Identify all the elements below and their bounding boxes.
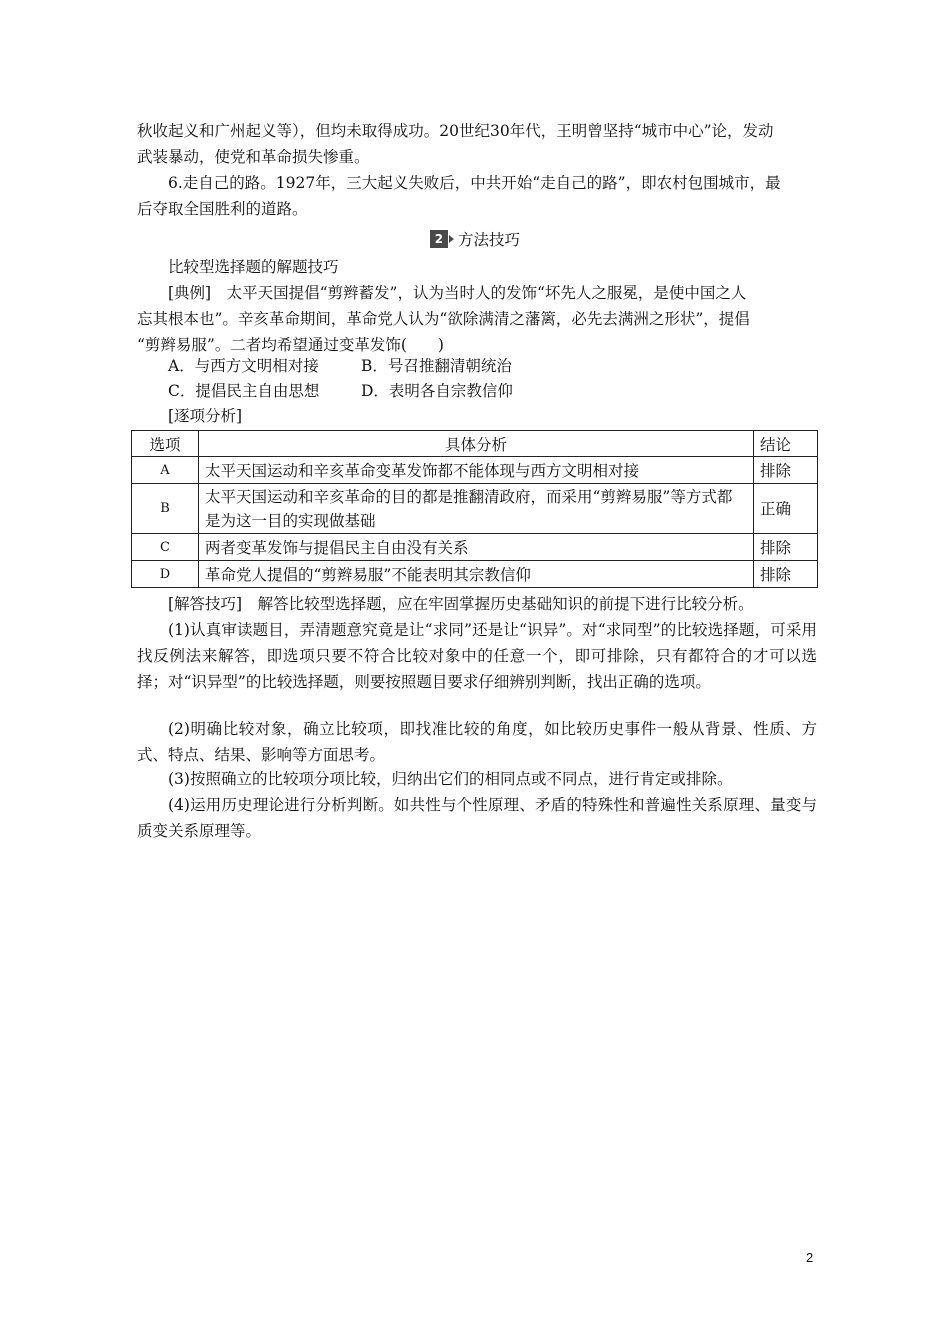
option-c: C．提倡民主自由思想 bbox=[168, 382, 320, 400]
text-line: “剪辫易服”。二者均希望通过变革发饰( ) bbox=[137, 336, 444, 354]
table-row bbox=[132, 561, 818, 588]
cell-option: A bbox=[132, 457, 199, 484]
cell-conclusion: 排除 bbox=[754, 534, 818, 561]
table-row bbox=[132, 484, 818, 534]
cell-conclusion: 排除 bbox=[754, 457, 818, 484]
tip-4: (4)运用历史理论进行分析判断。如共性与个性原理、矛盾的特殊性和普遍性关系原理、量变与质变关系原理等。 bbox=[137, 796, 817, 840]
options-row-2 bbox=[168, 378, 513, 404]
cell-analysis: 两者变革发饰与提倡民主自由没有关系 bbox=[199, 534, 754, 561]
tip-2: (2)明确比较对象，确立比较项，即找准比较的角度，如比较历史事件一般从背景、性质、方式、特点、结果、影响等方面思考。 bbox=[137, 720, 817, 764]
analysis-table bbox=[131, 430, 818, 588]
analysis-label: [逐项分析] bbox=[168, 407, 243, 425]
text-line: [典例] 太平天国提倡“剪辫蓄发”，认为当时人的发饰“坏先人之服冕，是使中国之人 bbox=[168, 284, 747, 302]
options-row-1 bbox=[168, 353, 512, 379]
subtitle: 比较型选择题的解题技巧 bbox=[168, 258, 339, 276]
text-line: 6.走自己的路。1927年，三大起义失败后，中共开始“走自己的路”，即农村包围城市，最 bbox=[168, 174, 781, 192]
text-line: 后夺取全国胜利的道路。 bbox=[137, 200, 308, 218]
tip-3: (3)按照确立的比较项分项比较，归纳出它们的相同点或不同点，进行肯定或排除。 bbox=[168, 770, 733, 788]
option-b: B．号召推翻清朝统治 bbox=[361, 357, 512, 375]
page-number: 2 bbox=[806, 1250, 814, 1265]
example-question bbox=[137, 280, 817, 358]
cell-option: D bbox=[132, 561, 199, 588]
cell-analysis: 太平天国运动和辛亥革命变革发饰都不能体现与西方文明相对接 bbox=[199, 457, 754, 484]
section-title: 方法技巧 bbox=[457, 231, 520, 249]
cell-conclusion: 正确 bbox=[754, 484, 818, 534]
section-number-badge: 2 bbox=[430, 230, 448, 248]
paragraph-continuation bbox=[137, 118, 817, 170]
table-row bbox=[132, 534, 818, 561]
cell-analysis: 革命党人提倡的“剪辫易服”不能表明其宗教信仰 bbox=[199, 561, 754, 588]
header-conclusion: 结论 bbox=[754, 431, 818, 457]
text-line: 秋收起义和广州起义等），但均未取得成功。20世纪30年代，王明曾坚持“城市中心”论，发动 bbox=[137, 122, 774, 140]
tip-1: (1)认真审读题目，弄清题意究竟是让“求同”还是让“识异”。对“求同型”的比较选择题，可采用找反例法来解答，即选项只要不符合比较对象中的任意一个，即可排除，只有都符合的才可以选择；对“识异型”的比较选择题，则要按照题目要求仔细辨别判断，找出正确的选项。 bbox=[137, 621, 817, 691]
cell-conclusion: 排除 bbox=[754, 561, 818, 588]
text-line: 武装暴动，使党和革命损失惨重。 bbox=[137, 148, 370, 166]
cell-option: B bbox=[132, 484, 199, 534]
option-a: A．与西方文明相对接 bbox=[168, 357, 319, 375]
header-analysis: 具体分析 bbox=[199, 431, 754, 457]
table-header-row bbox=[132, 431, 818, 457]
header-option: 选项 bbox=[132, 431, 199, 457]
option-d: D．表明各自宗教信仰 bbox=[361, 382, 513, 400]
cell-analysis: 太平天国运动和辛亥革命的目的都是推翻清政府，而采用“剪辫易服”等方式都是为这一目的实现做基础 bbox=[199, 484, 754, 534]
section-heading bbox=[0, 228, 950, 250]
cell-option: C bbox=[132, 534, 199, 561]
paragraph-point-6 bbox=[137, 170, 817, 222]
table-row bbox=[132, 457, 818, 484]
tips-intro: [解答技巧] 解答比较型选择题，应在牢固掌握历史基础知识的前提下进行比较分析。 bbox=[168, 595, 754, 613]
text-line: 忘其根本也”。辛亥革命期间，革命党人认为“欲除满清之藩篱，必先去满洲之形状”，提倡 bbox=[137, 310, 750, 328]
